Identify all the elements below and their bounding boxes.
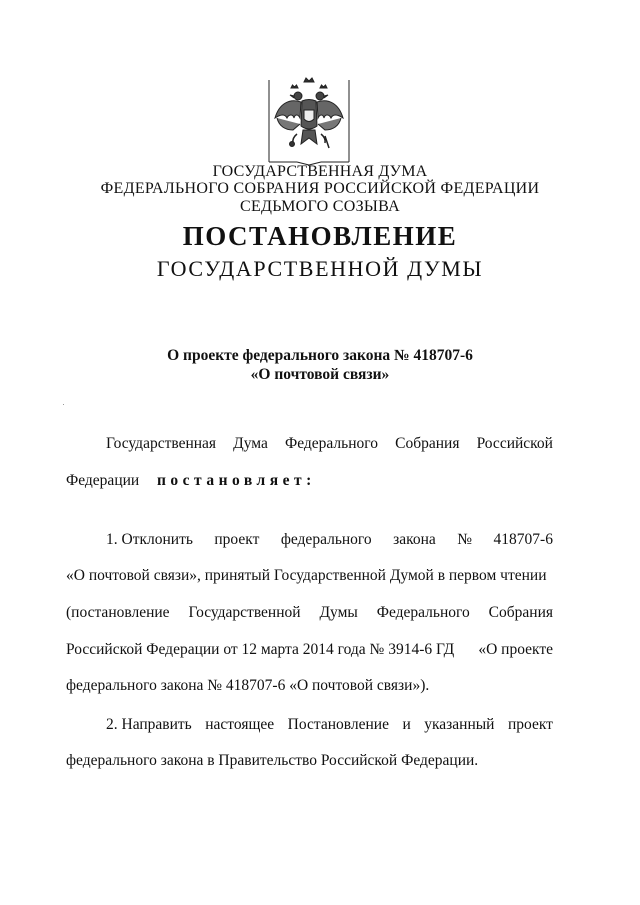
preamble-federation: Федерации: [66, 472, 140, 489]
preamble-word: Российской: [476, 435, 553, 452]
preamble-line-1: [106, 435, 553, 453]
item1-word: (постановление: [66, 604, 170, 621]
header-line-convocation: СЕДЬМОГО СОЗЫВА: [239, 198, 400, 215]
item1-word: проект: [214, 531, 260, 548]
item1-line-5: федерального закона № 418707-6 «О почтовой связи»).: [66, 677, 430, 694]
item1-word: 1. Отклонить: [106, 531, 193, 548]
item2-line-1: [106, 716, 553, 734]
subject-line-1: О проекте федерального закона № 418707-6: [167, 347, 473, 364]
preamble-line-2: [66, 472, 553, 490]
item1-word: закона: [393, 531, 436, 548]
item1-line-2: «О почтовой связи», принятый Государственной Думой в первом чтении: [66, 567, 547, 584]
item1-line-3: [66, 604, 553, 622]
item2-line-2: федерального закона в Правительство Российской Федерации.: [66, 752, 479, 769]
item1-line-1: [106, 531, 553, 549]
preamble-word: Собрания: [395, 435, 460, 452]
subject-line-2: «О почтовой связи»: [250, 366, 390, 383]
preamble-word: Дума: [233, 435, 268, 452]
item2-word: проект: [507, 716, 553, 733]
item1-word: №: [457, 531, 473, 548]
header-line-duma: ГОСУДАРСТВЕННАЯ ДУМА: [212, 163, 428, 180]
item2-word: настоящее: [205, 716, 275, 733]
preamble-word: Федерального: [284, 435, 379, 452]
item1-text: Российской Федерации от 12 марта 2014 года № 3914-6 ГД: [66, 641, 455, 658]
scan-speck: [63, 404, 64, 405]
resolves-word: постановляет:: [156, 472, 316, 489]
item2-word: Постановление: [287, 716, 389, 733]
item2-word: и: [402, 716, 411, 733]
preamble-word: Государственная: [106, 435, 217, 452]
item1-line-4: [66, 641, 553, 659]
item2-word: указанный: [424, 716, 495, 733]
coat-of-arms-icon: [267, 74, 351, 166]
item1-word: Федерального: [376, 604, 470, 621]
item1-text: «О проекте: [478, 641, 553, 658]
item1-word: Государственной: [188, 604, 301, 621]
item1-word: Собрания: [488, 604, 553, 621]
item1-word: 418707-6: [493, 531, 553, 548]
item1-word: Думы: [319, 604, 358, 621]
item2-word: 2. Направить: [106, 716, 192, 733]
header-line-federal-assembly: ФЕДЕРАЛЬНОГО СОБРАНИЯ РОССИЙСКОЙ ФЕДЕРАЦИИ: [100, 180, 540, 197]
document-subtitle: ГОСУДАРСТВЕННОЙ ДУМЫ: [156, 256, 484, 281]
item1-word: федерального: [280, 531, 372, 548]
document-title: ПОСТАНОВЛЕНИЕ: [182, 221, 458, 251]
